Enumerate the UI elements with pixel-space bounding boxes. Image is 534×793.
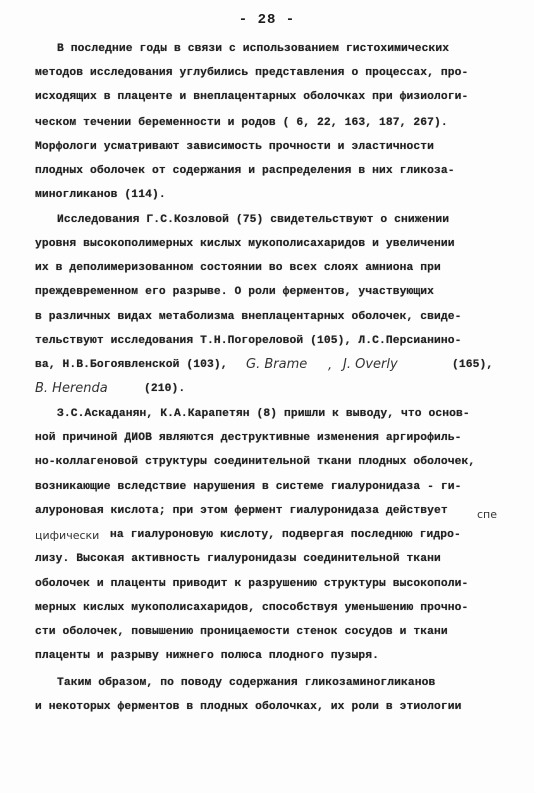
text-line: их в деполимеризованном состоянии во всех слоях амниона при [35, 262, 441, 274]
text-line: ческом течении беременности и родов ( 6, 22, 163, 187, 267). [35, 117, 448, 129]
text-line: Морфологи усматривают зависимость прочности и эластичности [35, 141, 434, 153]
text-line: ва, Н.В.Богоявленской (103), [35, 359, 228, 371]
text-line: Таким образом, по поводу содержания гликозаминогликанов [57, 677, 436, 689]
handwritten-comma: , [328, 358, 333, 373]
text-line: ной причиной ДИОВ являются деструктивные изменения аргирофиль- [35, 432, 462, 444]
page-number: - 28 - [238, 12, 296, 28]
text-line: преждевременном его разрыве. О роли ферментов, участвующих [35, 286, 434, 298]
text-line: исходящих в плаценте и внеплацентарных оболочках при физиологи- [35, 91, 469, 103]
text-line: плаценты и разрыву нижнего полюса плодного пузыря. [35, 650, 379, 662]
text-line: на гиалуроновую кислоту, подвергая последнюю гидро- [110, 529, 461, 541]
text-line: оболочек и плаценты приводит к разрушению структуры высокополи- [35, 578, 469, 590]
text-line: но-коллагеновой структуры соединительной ткани плодных оболочек, [35, 456, 476, 468]
text-line: алуроновая кислота; при этом фермент гиалуронидаза действует [35, 505, 448, 517]
text-line: уровня высокополимерных кислых мукополисахаридов и увеличении [35, 238, 455, 250]
text-line: миногликанов (114). [35, 189, 166, 201]
text-line: сти оболочек, повышению проницаемости стенок сосудов и ткани [35, 626, 448, 638]
handwritten-author: G. Brame [246, 357, 308, 372]
handwritten-author: B. Herenda [35, 381, 108, 396]
text-line: методов исследования углубились представления о процессах, про- [35, 67, 469, 79]
handwritten-author: J. Overly [343, 357, 398, 372]
text-line: В последние годы в связи с использованием гистохимических [57, 43, 450, 55]
text-line: возникающие вследствие нарушения в системе гиалуронидаза - ги- [35, 481, 462, 493]
text-line: лизу. Высокая активность гиалуронидазы соединительной ткани [35, 553, 441, 565]
text-line: мерных кислых мукополисахаридов, способствуя уменьшению прочно- [35, 602, 469, 614]
text-line: в различных видах метаболизма внеплацентарных оболочек, свиде- [35, 311, 462, 323]
text-line: Исследования Г.С.Козловой (75) свидетельствуют о снижении [57, 214, 450, 226]
handwritten-insert: цифически [35, 529, 100, 542]
handwritten-insert: спе [477, 508, 498, 521]
text-line: (210). [144, 383, 186, 395]
text-line: (165), [452, 359, 494, 371]
text-line: З.С.Аскаданян, К.А.Карапетян (8) пришли к выводу, что основ- [57, 408, 470, 420]
text-line: и некоторых ферментов в плодных оболочках, их роли в этиологии [35, 701, 462, 713]
text-line: тельствуют исследования Т.Н.Погореловой (105), Л.С.Персианино- [35, 335, 462, 347]
text-line: плодных оболочек от содержания и распределения в них гликоза- [35, 165, 455, 177]
